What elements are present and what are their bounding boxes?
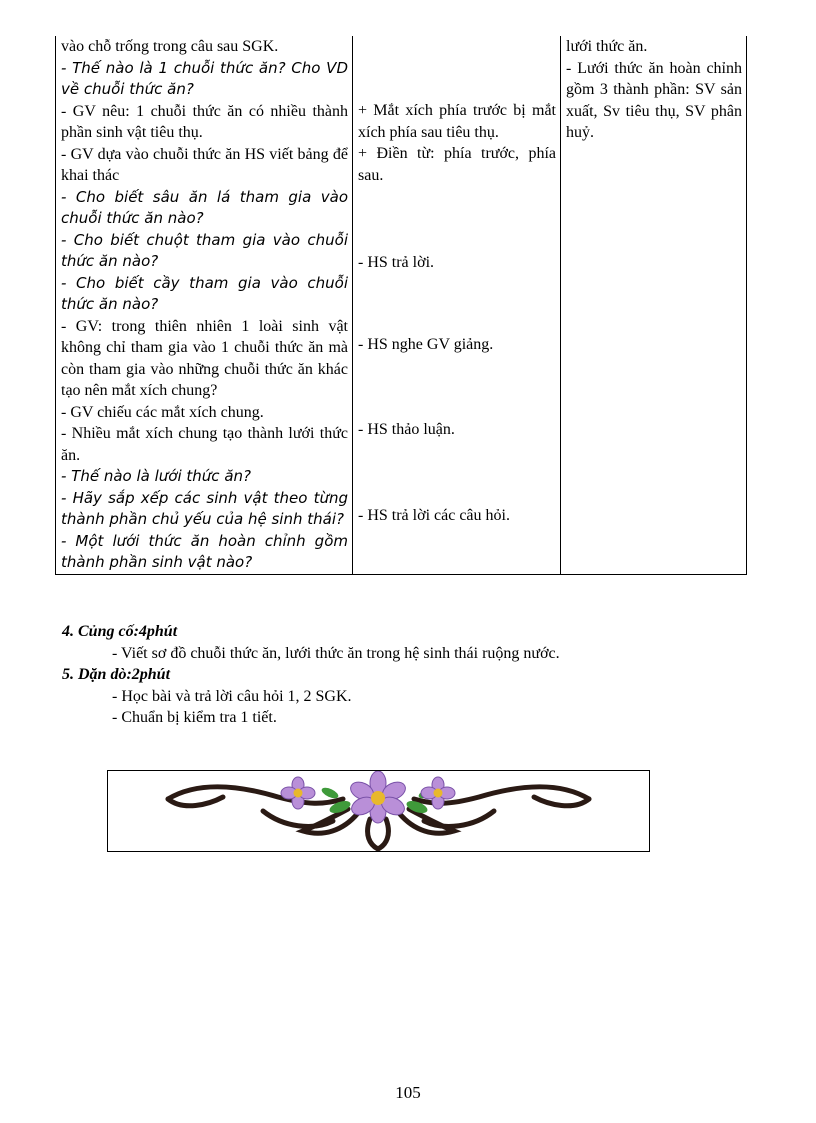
floral-ornament-icon: [108, 771, 649, 851]
question-line: - Cho biết chuột tham gia vào chuỗi thức ăn nào?: [61, 230, 348, 270]
table-row: [56, 36, 747, 574]
text-line: - HS trả lời.: [358, 254, 435, 271]
question-line: - Hãy sắp xếp các sinh vật theo từng thành phần chủ yếu của hệ sinh thái?: [61, 488, 348, 528]
student-activity-cell: [353, 36, 561, 574]
text-line: - GV chiếu các mắt xích chung.: [61, 403, 264, 421]
lesson-table: [55, 36, 747, 575]
question-line: - Cho biết sâu ăn lá tham gia vào chuỗi thức ăn nào?: [61, 187, 348, 227]
text-line: - HS thảo luận.: [358, 421, 455, 438]
text-line: - GV nêu: 1 chuỗi thức ăn có nhiều thành phần sinh vật tiêu thụ.: [61, 102, 348, 141]
question-line: - Thế nào là 1 chuỗi thức ăn? Cho VD về chuỗi thức ăn?: [61, 58, 348, 98]
question-line: - Cho biết cầy tham gia vào chuỗi thức ăn nào?: [61, 273, 348, 313]
section-4-title: 4. Củng cố:4phút: [62, 623, 178, 640]
text-line: - HS nghe GV giảng.: [358, 335, 494, 353]
text-line: - HS trả lời các câu hỏi.: [358, 506, 510, 524]
teacher-activity-cell: [56, 36, 353, 574]
text-line: vào chỗ trống trong câu sau SGK.: [61, 38, 279, 55]
section-5-item: - Học bài và trả lời câu hỏi 1, 2 SGK.: [112, 688, 352, 705]
text-line: lưới thức ăn.: [566, 38, 648, 55]
section-5-item: - Chuẩn bị kiểm tra 1 tiết.: [112, 709, 277, 726]
question-line: - Một lưới thức ăn hoàn chỉnh gồm thành phần sinh vật nào?: [61, 531, 348, 571]
question-line: - Thế nào là lưới thức ăn?: [61, 467, 251, 485]
page-number: 105: [395, 1083, 421, 1102]
text-line: + Điền từ: phía trước, phía sau.: [358, 145, 556, 184]
floral-ornament: [107, 770, 650, 852]
section-4-item: - Viết sơ đồ chuỗi thức ăn, lưới thức ăn trong hệ sinh thái ruộng nước.: [112, 645, 560, 662]
content-cell: [561, 36, 747, 574]
text-line: - Lưới thức ăn hoàn chỉnh gồm 3 thành phần: SV sản xuất, Sv tiêu thụ, SV phân huỷ.: [566, 59, 742, 141]
text-line: - GV: trong thiên nhiên 1 loài sinh vật không chỉ tham gia vào 1 chuỗi thức ăn mà còn tham gia vào những chuỗi thức ăn khác tạo nên mắt xích chung?: [61, 317, 348, 399]
section-5-title: 5. Dặn dò:2phút: [62, 666, 171, 683]
text-line: + Mắt xích phía trước bị mắt xích phía sau tiêu thụ.: [358, 102, 556, 141]
text-line: - GV dựa vào chuỗi thức ăn HS viết bảng để khai thác: [61, 145, 348, 184]
text-line: - Nhiều mắt xích chung tạo thành lưới thức ăn.: [61, 425, 348, 464]
